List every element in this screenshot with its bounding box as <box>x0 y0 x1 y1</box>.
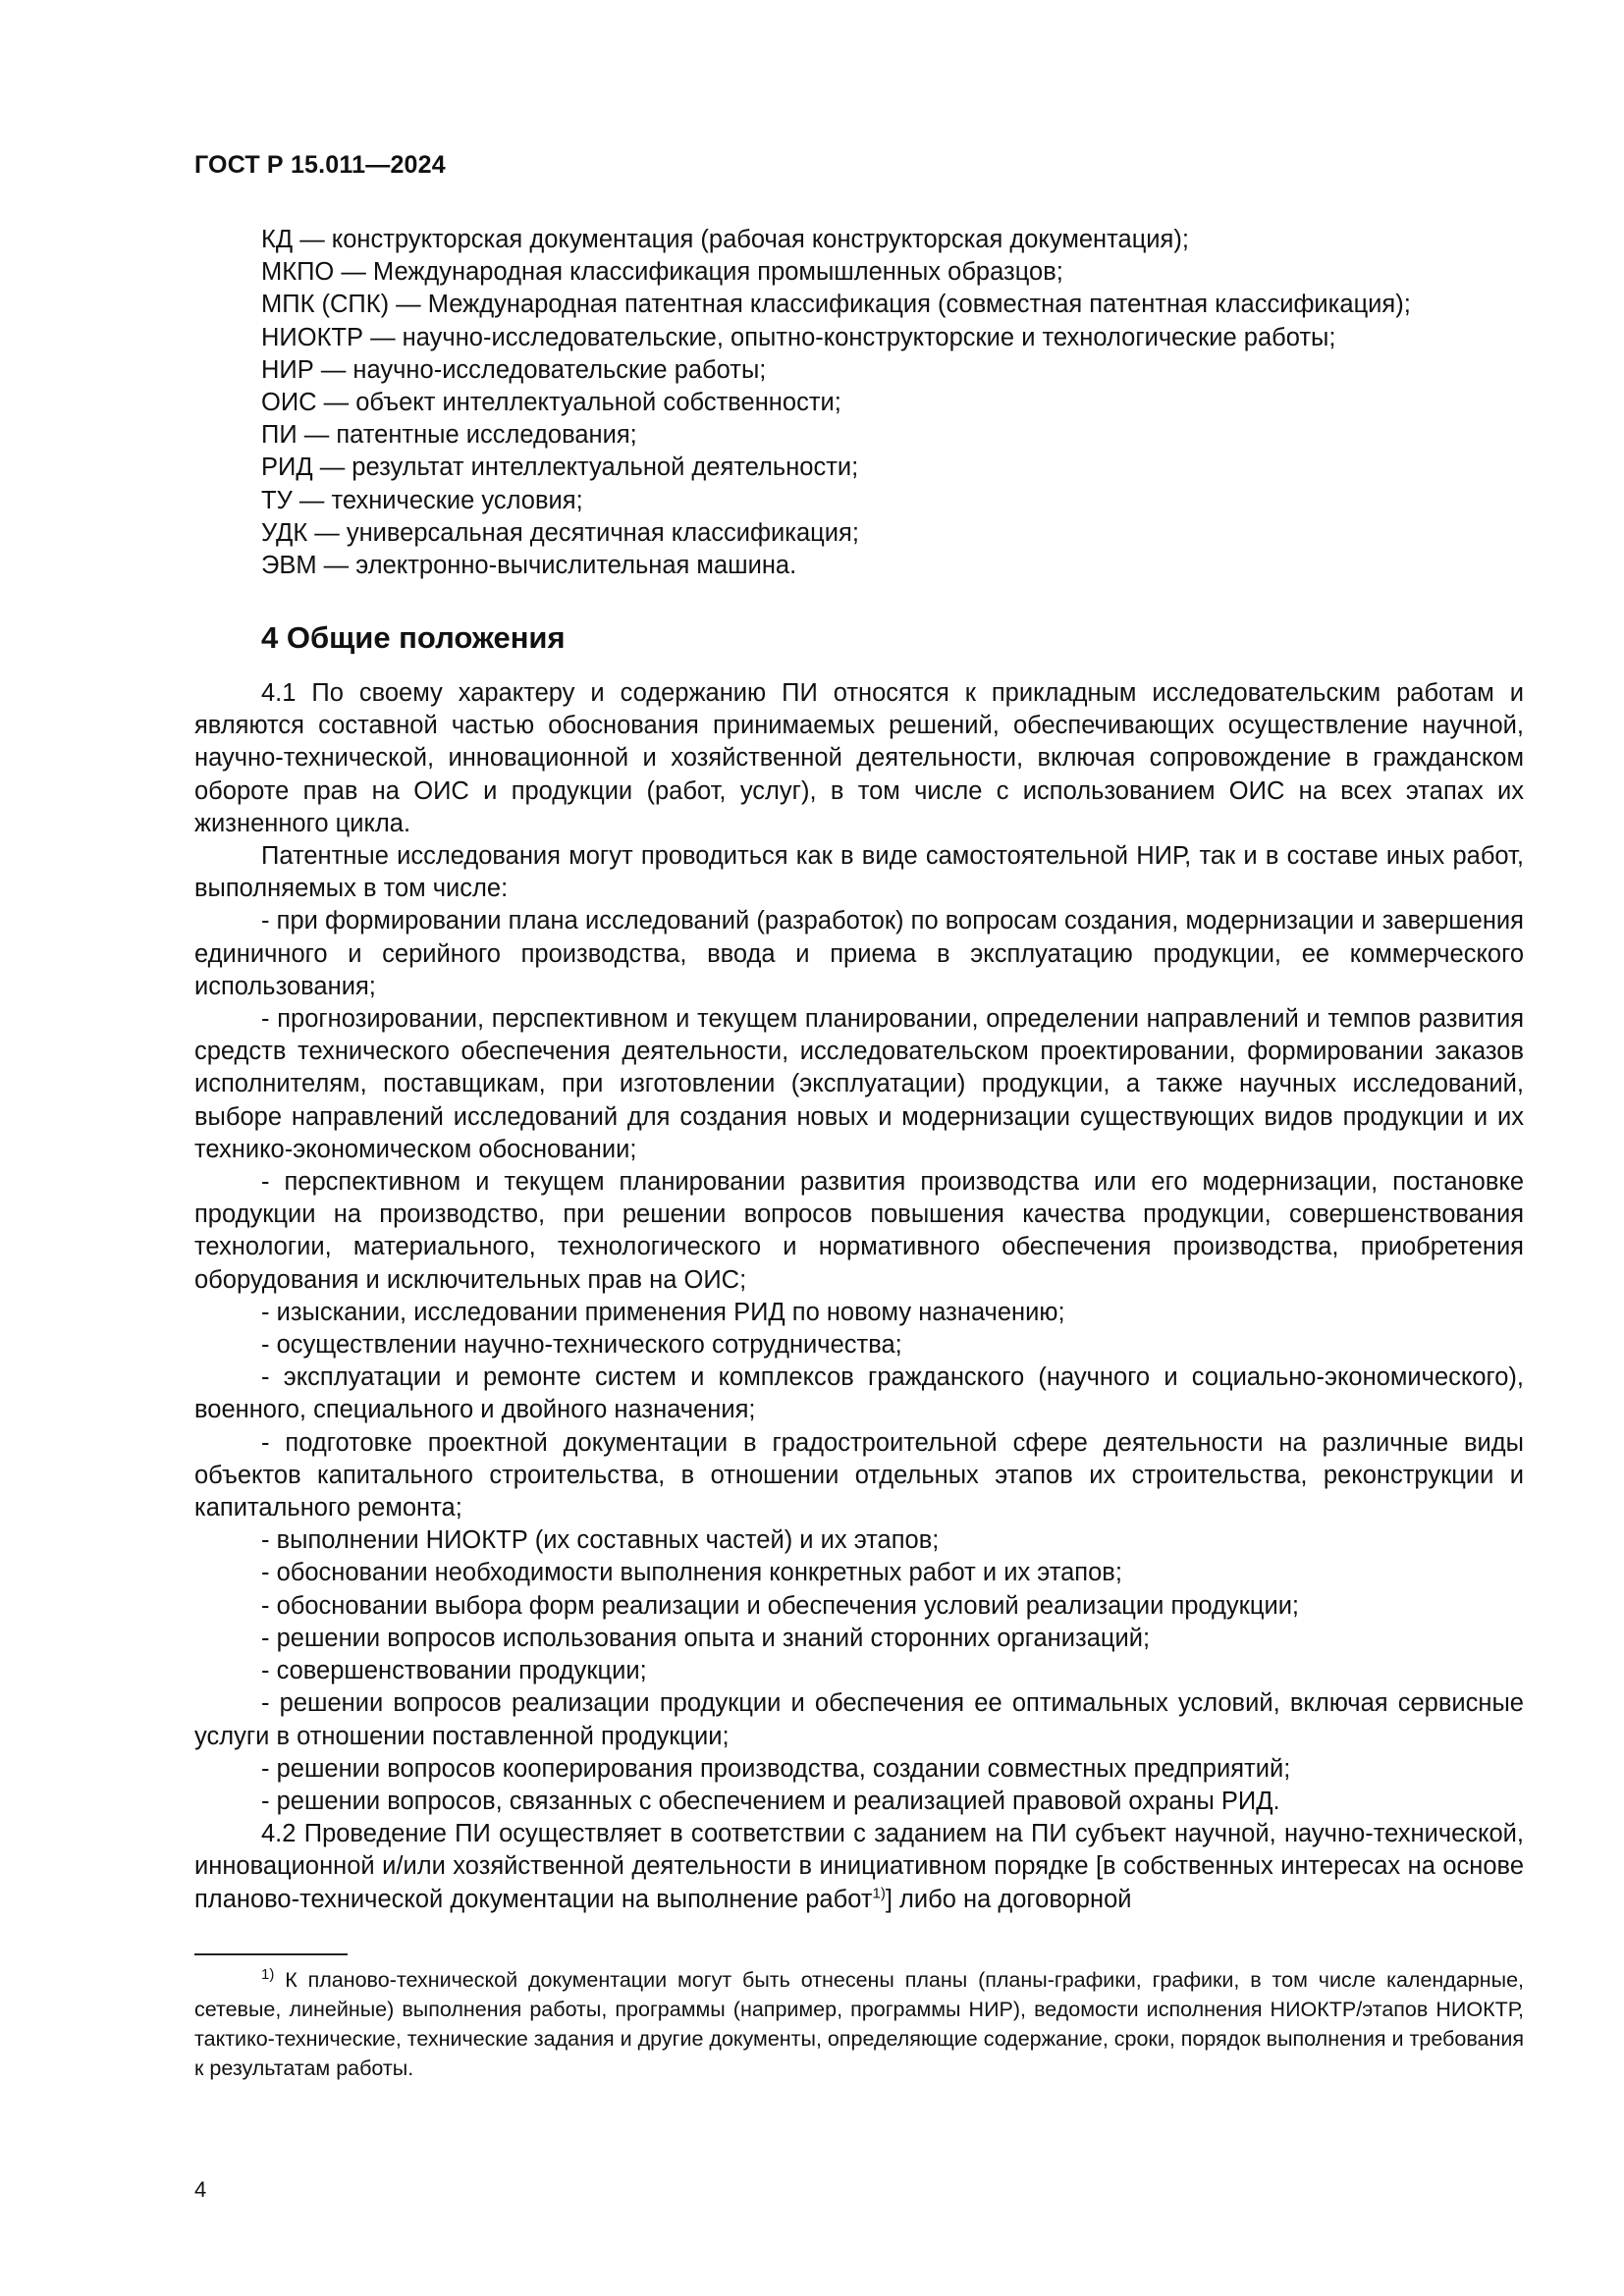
list-item: - решении вопросов использования опыта и знаний сторонних организаций; <box>261 1624 1151 1652</box>
footnote-mark: 1) <box>261 1965 275 1983</box>
abbreviation-item: ПИ — патентные исследования; <box>261 421 637 450</box>
abbreviation-item: НИОКТР — научно-исследовательские, опытно-конструкторские и технологические работы; <box>261 323 1336 351</box>
abbreviation-item: ОИС — объект интеллектуальной собственности; <box>261 389 841 417</box>
list-item: - осуществлении научно-технического сотрудничества; <box>261 1331 902 1360</box>
footnote-reference[interactable]: 1) <box>872 1885 886 1902</box>
abbreviation-item: ЭВМ — электронно-вычислительная машина. <box>261 552 797 580</box>
abbreviation-item: МПК (СПК) — Международная патентная классификация (совместная патентная классификация); <box>261 291 1411 319</box>
paragraph-4-2 <box>194 1818 1524 1916</box>
section-title: 4 Общие положения <box>261 620 566 655</box>
list-item: - перспективном и текущем планировании развития производства или его модернизации, постановке продукции на производство, при решении вопросов повышения качества продукции, совершенствования технологии, материального, технологического и нормативного обеспечения производства, приобретения оборудования и исключительных прав на ОИС; <box>194 1168 1524 1294</box>
paragraph-text: ] либо на договорной <box>885 1885 1132 1913</box>
list-item: - решении вопросов кооперирования производства, создании совместных предприятий; <box>261 1754 1291 1783</box>
list-item: - обосновании выбора форм реализации и обеспечения условий реализации продукции; <box>261 1591 1300 1620</box>
paragraph: 4.1 По своему характеру и содержанию ПИ относятся к прикладным исследовательским работам и являются составной частью обоснования принимаемых решений, обеспечивающих осуществление научной, научно-технической, инновационной и хозяйственной деятельности, включая сопровождение в гражданском обороте прав на ОИС и продукции (работ, услуг), в том числе с использованием ОИС на всех этапах их жизненного цикла. <box>194 679 1524 837</box>
footnote-divider <box>194 1953 348 1955</box>
abbreviation-item: НИР — научно-исследовательские работы; <box>261 355 767 384</box>
list-item: - при формировании плана исследований (разработок) по вопросам создания, модернизации и завершения единичного и серийного производства, ввода и приема в эксплуатацию продукции, ее коммерческого использования; <box>194 907 1524 1000</box>
abbreviation-item: МКПО — Международная классификация промышленных образцов; <box>261 258 1063 287</box>
list-item: - прогнозировании, перспективном и текущем планировании, определении направлений и темпов развития средств технического обеспечения деятельности, исследовательском проектировании, формировании заказов исполнителям, поставщикам, при изготовлении (эксплуатации) продукции, а также научных исследований, выборе направлений исследований для создания новых и модернизации существующих видов продукции и их технико-экономическом обосновании; <box>194 1005 1524 1163</box>
abbreviation-item: РИД — результат интеллектуальной деятельности; <box>261 454 859 482</box>
list-item: - выполнении НИОКТР (их составных частей) и их этапов; <box>261 1526 940 1555</box>
list-item: - решении вопросов реализации продукции и обеспечения ее оптимальных условий, включая сервисные услуги в отношении поставленной продукции; <box>194 1689 1524 1750</box>
abbreviation-list <box>261 224 1538 582</box>
list-item: - изыскании, исследовании применения РИД по новому назначению; <box>261 1298 1065 1326</box>
abbreviation-item: КД — конструкторская документация (рабочая конструкторская документация); <box>261 226 1189 253</box>
document-id: ГОСТ Р 15.011—2024 <box>194 151 446 179</box>
abbreviation-item: УДК — универсальная десятичная классификация; <box>261 518 859 547</box>
list-item: - эксплуатации и ремонте систем и комплексов гражданского (научного и социально-экономического), военного, специального и двойного назначения; <box>194 1363 1524 1424</box>
list-item: - совершенствовании продукции; <box>261 1657 647 1685</box>
list-item: - решении вопросов, связанных с обеспечением и реализацией правовой охраны РИД. <box>261 1787 1280 1815</box>
abbreviation-item: ТУ — технические условия; <box>261 486 583 514</box>
footnote-text: К планово-технической документации могут быть отнесены планы (планы-графики, графики, в том числе календарные, сетевые, линейные) выполнения работы, программы (например, программы НИР), ведомости исполнения НИОКТР/этапов НИОКТР, тактико-технические, технические задания и другие документы, определяющие содержание, сроки, порядок выполнения и требования к результатам работы. <box>194 1968 1524 2080</box>
list-item: - подготовке проектной документации в градостроительной сфере деятельности на различные виды объектов капитального строительства, в отношении отдельных этапов их строительства, реконструкции и капитального ремонта; <box>194 1428 1524 1522</box>
paragraph: Патентные исследования могут проводиться как в виде самостоятельной НИР, так и в составе иных работ, выполняемых в том числе: <box>194 842 1524 903</box>
list-item: - обосновании необходимости выполнения конкретных работ и их этапов; <box>261 1559 1122 1587</box>
page-number: 4 <box>194 2177 207 2202</box>
paragraph-text: 4.2 Проведение ПИ осуществляет в соответствии с заданием на ПИ субъект научной, научно-технической, инновационной и/или хозяйственной деятельности в инициативном порядке [в собственных интересах на основе планово-технической документации на выполнение работ <box>194 1820 1524 1913</box>
section-body <box>194 677 1524 1916</box>
footnote <box>194 1965 1524 2083</box>
